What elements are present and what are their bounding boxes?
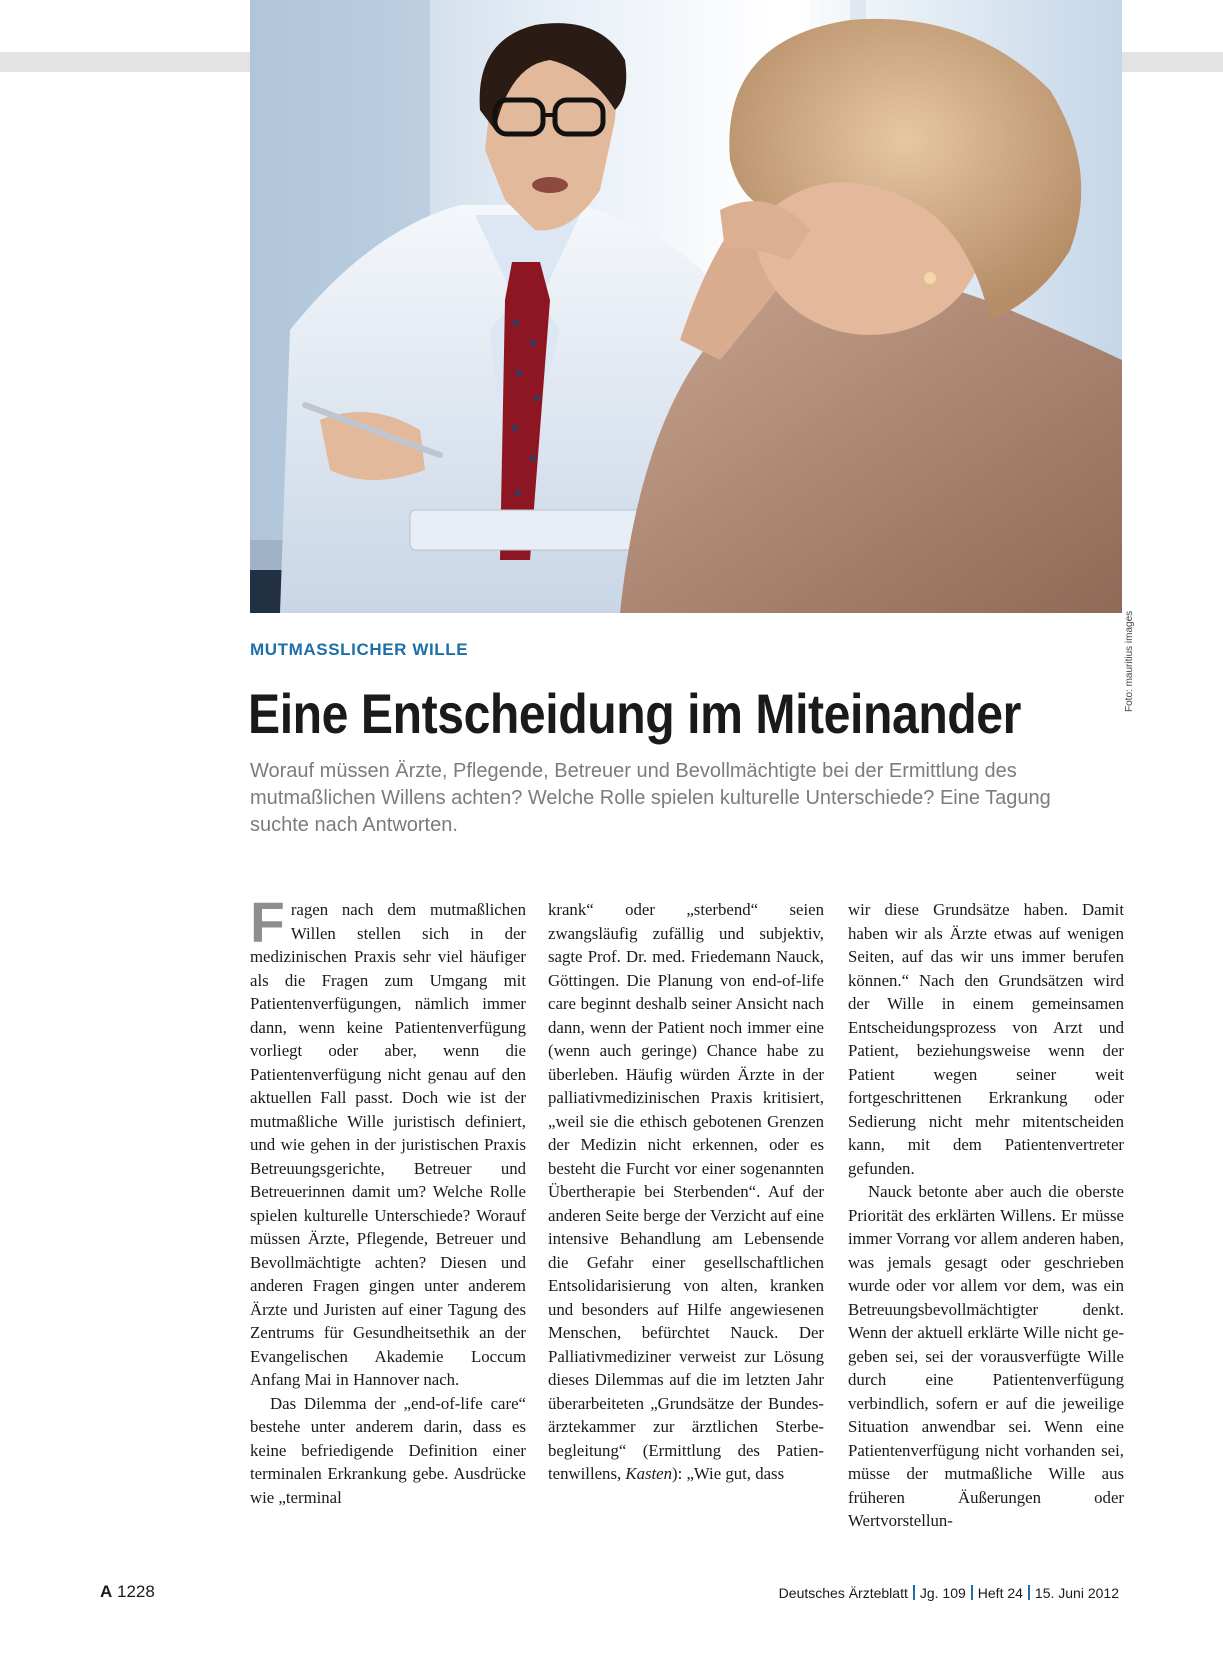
journal-volume: Jg. 109 [919, 1585, 966, 1601]
journal-footer [779, 1585, 1119, 1601]
article-headline: Eine Entscheidung im Miteinander [248, 682, 1021, 745]
article-dek: Worauf müssen Ärzte, Pflegende, Betreuer und Bevollmächtigte bei der Ermittlung des mutmaßlichen Willens achten? Welche Rolle spielen kulturelle Unterschiede? Eine Tagung suchte nach Antworten. [250, 760, 1051, 836]
article-photo [250, 0, 1122, 613]
footer-separator [971, 1585, 973, 1600]
page-number-value: 1228 [117, 1582, 155, 1601]
photo-credit [1123, 612, 1137, 712]
top-grey-bar-left [0, 52, 250, 72]
text-column-1 [250, 898, 526, 1558]
page-prefix: A [100, 1582, 113, 1601]
page-number [100, 1582, 155, 1602]
paragraph-text: krank“ oder „sterbend“ seien zwangsläufig zufällig und subjektiv, sagte Prof. Dr. med. Friedemann Nauck, Göttingen. Die Planung von end-of-life care beginnt deshalb seiner Ansicht nach dann, wenn der Patient noch immer eine (wenn auch geringe) Chance habe zu überleben. Häufig würden Ärzte in der palliativmedizinischen Praxis kritisiert, „weil sie die ethisch gebotenen Grenzen der Medizin nicht erkennen, oder es besteht die Furcht vor einer sogenannten Übertherapie bei Sterbenden“. Auf der anderen Seite berge der Verzicht auf eine intensive Behandlung am Lebensende die Gefahr einer gesellschaftlichen Entsolidarisierung von alten, kranken und besonders auf Hilfe angewiesenen Menschen, befürchtet Nauck. Der Palliativmediziner verweist zur Lösung dieses Dilemmas auf die im letzten Jahr überarbeiteten „Grundsätze der Bundesärztekammer zur ärztlichen Sterbebegleitung“ (Ermittlung des Patientenwillens, [548, 900, 824, 1483]
paragraph [250, 898, 526, 1392]
footer-separator [1028, 1585, 1030, 1600]
paragraph-text: ): „Wie gut, dass [672, 1464, 785, 1483]
footer-separator [913, 1585, 915, 1600]
paragraph: Das Dilemma der „end-of-life care“ bestehe unter anderem darin, dass es keine befriedigende Definition einer terminalen Erkrankung gebe. Ausdrücke wie „terminal [250, 1393, 526, 1507]
text-column-2 [548, 898, 824, 1558]
doctor-patient-photo-icon [250, 0, 1122, 613]
paragraph: Nauck betonte aber auch die oberste Priorität des erklärten Willens. Er müsse immer Vorrang vor allem anderen haben, was jemals gesagt oder geschrieben wurde oder vor allem vor dem, was ein Betreuungsbevollmächtigter denkt. Wenn der aktuell erklärte Wille nicht gegeben sei, sei der vorausverfügte Wille durch eine Patientenverfügung verbindlich, sofern er auf die jeweilige Situation anwendbar sei. Wenn eine Patientenverfügung nicht vorhanden sei, müsse der mutmaßliche Wille aus früheren Äußerungen oder Wertvorstellun- [848, 1182, 1124, 1530]
paragraph [548, 898, 824, 1486]
text-column-3 [848, 898, 1124, 1558]
photo-credit-text: Foto: mauritius images [1124, 610, 1135, 712]
drop-cap: F [250, 898, 285, 955]
journal-date: 15. Juni 2012 [1034, 1585, 1119, 1601]
paragraph: wir diese Grundsätze haben. Damit haben wir als Ärzte etwas auf wenigen Seiten, auf das wir uns immer berufen können.“ Nach den Grundsätzen wird der Wille in einem gemeinsamen Entscheidungsprozess von Arzt und Patient, beziehungsweise wenn der Patient wegen seiner weit fortgeschrittenen Erkrankung oder Sedierung nicht mehr mitentscheiden kann, mit dem Patientenvertreter gefunden. [848, 900, 1124, 1178]
paragraph-text: ragen nach dem mutmaßlichen Willen stellen sich in der medizinischen Praxis sehr viel häufiger als die Fragen zum Umgang mit Patientenverfügungen, nämlich immer dann, wenn keine Patientenverfügung vorliegt oder aber, wenn die Patientenverfügung nicht genau auf den aktuellen Fall passt. Doch wie ist der mutmaßliche Wille juristisch definiert, und wie gehen in der juristischen Praxis Betreuungsgerichte, Betreuer und Betreuerinnen damit um? Welche Rolle spielen kulturelle Unterschiede? Worauf müssen Ärzte, Pflegende, Betreuer und Bevollmächtigte achten? Diesen und anderen Fragen gingen unter anderem Ärzte und Juristen auf einer Tagung des Zentrums für Gesundheitsethik an der Evangelischen Akademie Loccum Anfang Mai in Hannover nach. [250, 900, 526, 1389]
italic-reference: Kasten [625, 1464, 672, 1483]
top-grey-bar-right [1118, 52, 1223, 72]
journal-issue: Heft 24 [977, 1585, 1023, 1601]
article-kicker: MUTMASSLICHER WILLE [250, 640, 469, 659]
journal-name: Deutsches Ärzteblatt [778, 1585, 908, 1601]
